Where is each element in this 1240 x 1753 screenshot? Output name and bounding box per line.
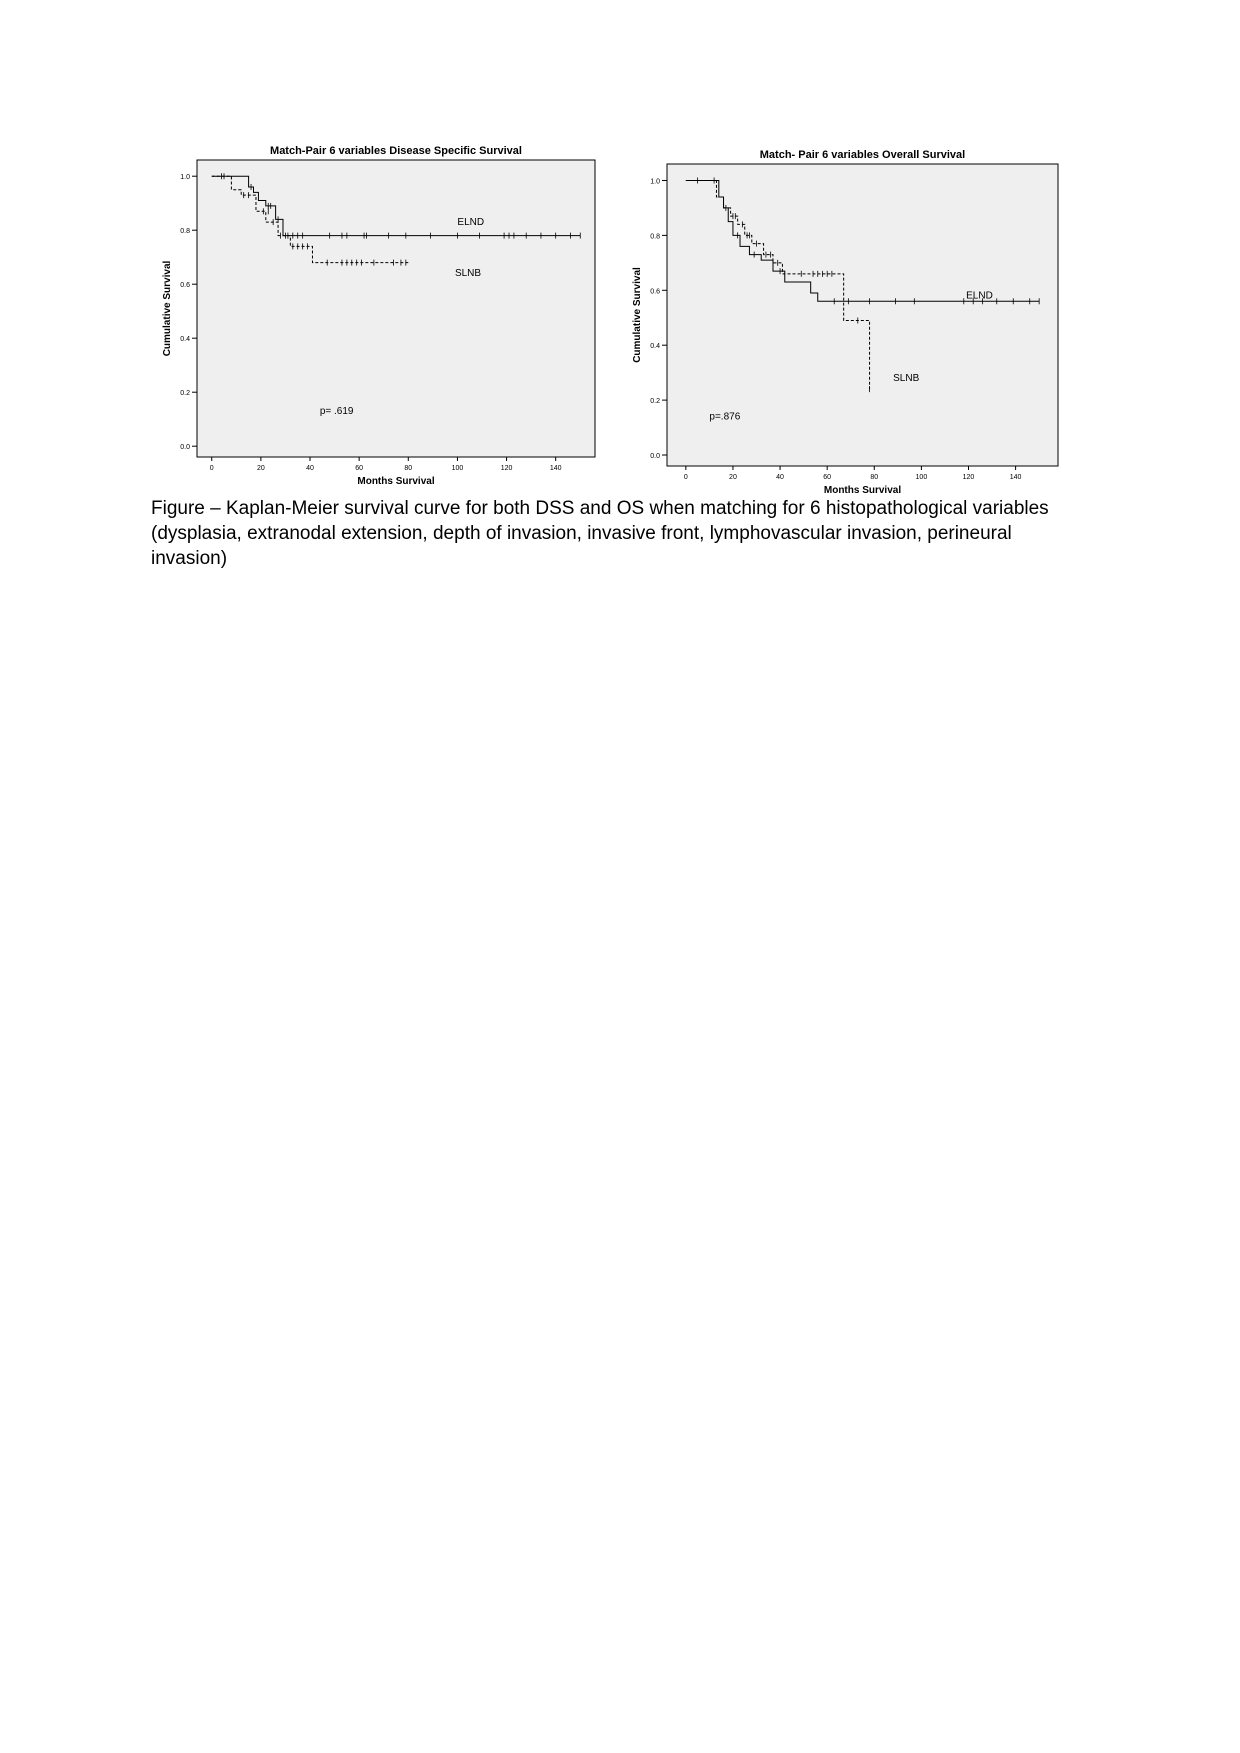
y-tick-label: 0.2	[180, 390, 190, 398]
series-label-elnd: ELND	[457, 216, 485, 228]
y-tick-label: 0.0	[180, 444, 190, 452]
y-tick-label: 0.8	[650, 233, 660, 241]
x-tick-label: 60	[823, 474, 832, 481]
y-tick-label: 0.6	[650, 288, 660, 296]
y-tick-label: 0.0	[650, 453, 660, 461]
y-tick-label: 0.4	[180, 336, 190, 344]
chart-title: Match-Pair 6 variables Disease Specific Survival	[270, 145, 522, 157]
chart-svg	[610, 149, 1060, 502]
x-tick-label: 20	[729, 474, 737, 481]
x-tick-label: 0	[209, 465, 214, 472]
x-tick-label: 140	[549, 465, 562, 472]
x-tick-label: 100	[451, 465, 464, 472]
series-label-slnb: SLNB	[893, 372, 920, 384]
y-axis-label: Cumulative Survival	[632, 267, 643, 363]
y-tick-label: 0.2	[650, 398, 660, 406]
dss-kaplan-meier-chart	[150, 145, 600, 498]
x-tick-label: 20	[256, 465, 265, 472]
x-tick-label: 100	[915, 474, 928, 481]
y-tick-label: 0.8	[180, 228, 190, 236]
figure-caption: Figure – Kaplan-Meier survival curve for both DSS and OS when matching for 6 histopathological variables (dysplasia, extranodal extension, depth of invasion, invasive front, lymphovascular invasion, perineural invasion)	[151, 498, 1049, 569]
x-axis-label: Months Survival	[823, 485, 902, 496]
x-tick-label: 40	[306, 465, 314, 472]
x-axis-label: Months Survival	[357, 476, 435, 487]
y-axis-label: Cumulative Survival	[162, 260, 173, 357]
y-tick-label: 0.4	[650, 343, 660, 351]
y-tick-label: 1.0	[650, 178, 660, 186]
series-label-elnd: ELND	[966, 290, 993, 302]
p-value: p= .619	[319, 405, 354, 417]
os-kaplan-meier-chart	[610, 149, 1060, 502]
x-tick-label: 120	[500, 465, 513, 472]
series-label-slnb: SLNB	[454, 268, 482, 280]
x-tick-label: 120	[962, 474, 975, 481]
x-tick-label: 0	[683, 474, 688, 481]
x-tick-label: 60	[355, 465, 364, 472]
chart-title: Match- Pair 6 variables Overall Survival	[759, 149, 966, 161]
x-tick-label: 40	[776, 474, 784, 481]
plot-area	[197, 160, 595, 457]
chart-svg	[150, 145, 600, 498]
x-tick-label: 80	[404, 465, 413, 472]
y-tick-label: 1.0	[180, 174, 190, 182]
p-value: p=.876	[709, 411, 741, 423]
y-tick-label: 0.6	[180, 282, 190, 290]
x-tick-label: 80	[870, 474, 879, 481]
x-tick-label: 140	[1009, 474, 1022, 481]
